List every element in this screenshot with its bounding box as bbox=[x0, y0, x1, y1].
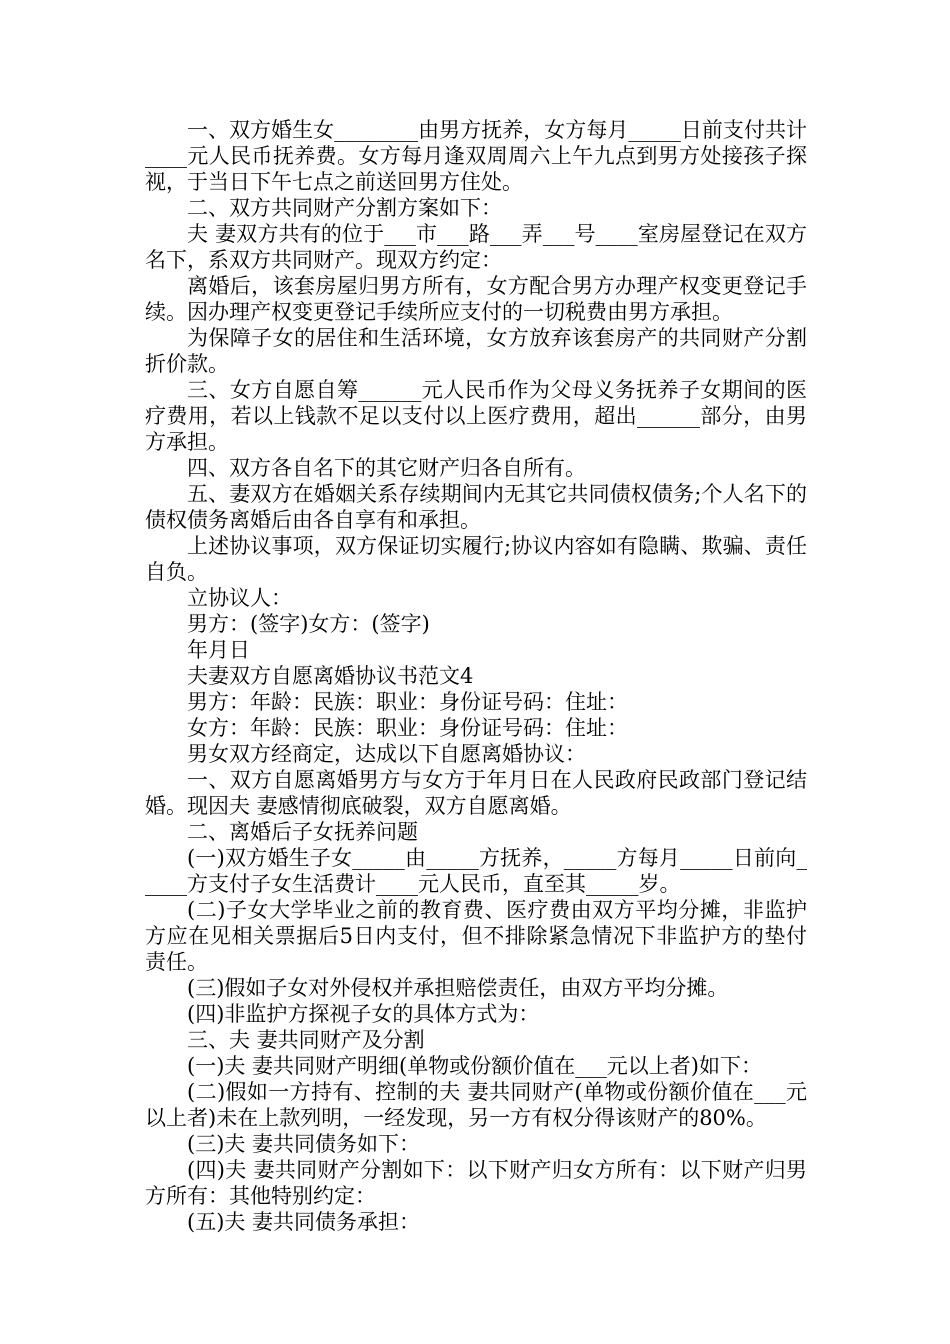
paragraph-house-location: 夫 妻双方共有的位于___市___路___弄___号____室房屋登记在双方名下，系双方共同财产。现双方约定： bbox=[145, 222, 807, 272]
paragraph-signatures: 男方：(签字)女方：(签字) bbox=[187, 612, 430, 636]
paragraph-undisclosed-property: (二)假如一方持有、控制的夫 妻共同财产(单物或份额价值在___元以上者)未在上款列明，一经发现，另一方有权分得该财产的80%。 bbox=[145, 1080, 807, 1130]
paragraph-waive-compensation: 为保障子女的居住和生活环境，女方放弃该套房产的共同财产分割折价款。 bbox=[145, 326, 807, 376]
paragraph-date: 年月日 bbox=[187, 638, 250, 662]
paragraph-debt-bearing: (五)夫 妻共同债务承担： bbox=[187, 1210, 421, 1234]
paragraph-medical-expenses: 三、女方自愿自筹______元人民币作为父母义务抚养子女期间的医疗费用，若以上钱款不足以支付以上医疗费用，超出______部分，由男方承担。 bbox=[145, 378, 807, 454]
paragraph-signatories-label: 立协议人： bbox=[187, 586, 292, 610]
paragraph-wife-info: 女方：年龄：民族：职业：身份证号码：住址： bbox=[187, 716, 628, 740]
paragraph-visitation: (四)非监护方探视子女的具体方式为： bbox=[187, 1002, 540, 1026]
paragraph-husband-info: 男方：年龄：民族：职业：身份证号码：住址： bbox=[187, 690, 628, 714]
paragraph-debts: 五、妻双方在婚姻关系存续期间内无其它共同债权债务;个人名下的债权债务离婚后由各自享有和承担。 bbox=[145, 482, 807, 532]
section-title-sample-4: 夫妻双方自愿离婚协议书范文4 bbox=[187, 664, 474, 688]
paragraph-education-costs: (二)子女大学毕业之前的教育费、医疗费由双方平均分摊，非监护方应在见相关票据后5日内支付，但不排除紧急情况下非监护方的垫付责任。 bbox=[145, 898, 807, 974]
paragraph-property-plan-heading: 二、双方共同财产分割方案如下： bbox=[187, 196, 502, 220]
paragraph-house-ownership: 离婚后，该套房屋归男方所有，女方配合男方办理产权变更登记手续。因办理产权变更登记手续所应支付的一切税费由男方承担。 bbox=[145, 274, 807, 324]
paragraph-child-support: (一)双方婚生子女_____由_____方抚养，_____方每月_____日前向_____方支付子女生活费计____元人民币，直至其_____岁。 bbox=[145, 846, 807, 896]
paragraph-child-custody-heading: 二、离婚后子女抚养问题 bbox=[187, 820, 418, 844]
paragraph-agreement-intro: 男女双方经商定，达成以下自愿离婚协议： bbox=[187, 742, 586, 766]
paragraph-custody-girl: 一、双方婚生女________由男方抚养，女方每月_____日前支付共计____元人民币抚养费。女方每月逢双周周六上午九点到男方处接孩子探视，于当日下午七点之前送回男方住处。 bbox=[145, 118, 807, 194]
paragraph-other-property: 四、双方各自名下的其它财产归各自所有。 bbox=[187, 456, 586, 480]
paragraph-property-division: (四)夫 妻共同财产分割如下：以下财产归女方所有：以下财产归男方所有：其他特别约定： bbox=[145, 1158, 807, 1208]
paragraph-property-details: (一)夫 妻共同财产明细(单物或份额价值在___元以上者)如下： bbox=[187, 1054, 762, 1078]
paragraph-tort-liability: (三)假如子女对外侵权并承担赔偿责任，由双方平均分摊。 bbox=[187, 976, 729, 1000]
paragraph-guarantee: 上述协议事项，双方保证切实履行;协议内容如有隐瞒、欺骗、责任自负。 bbox=[145, 534, 807, 584]
paragraph-joint-debts: (三)夫 妻共同债务如下： bbox=[187, 1132, 421, 1156]
paragraph-voluntary-divorce: 一、双方自愿离婚男方与女方于年月日在人民政府民政部门登记结婚。现因夫 妻感情彻底破裂，双方自愿离婚。 bbox=[145, 768, 807, 818]
document-page bbox=[145, 117, 807, 1235]
paragraph-joint-property-heading: 三、夫 妻共同财产及分割 bbox=[187, 1028, 425, 1052]
